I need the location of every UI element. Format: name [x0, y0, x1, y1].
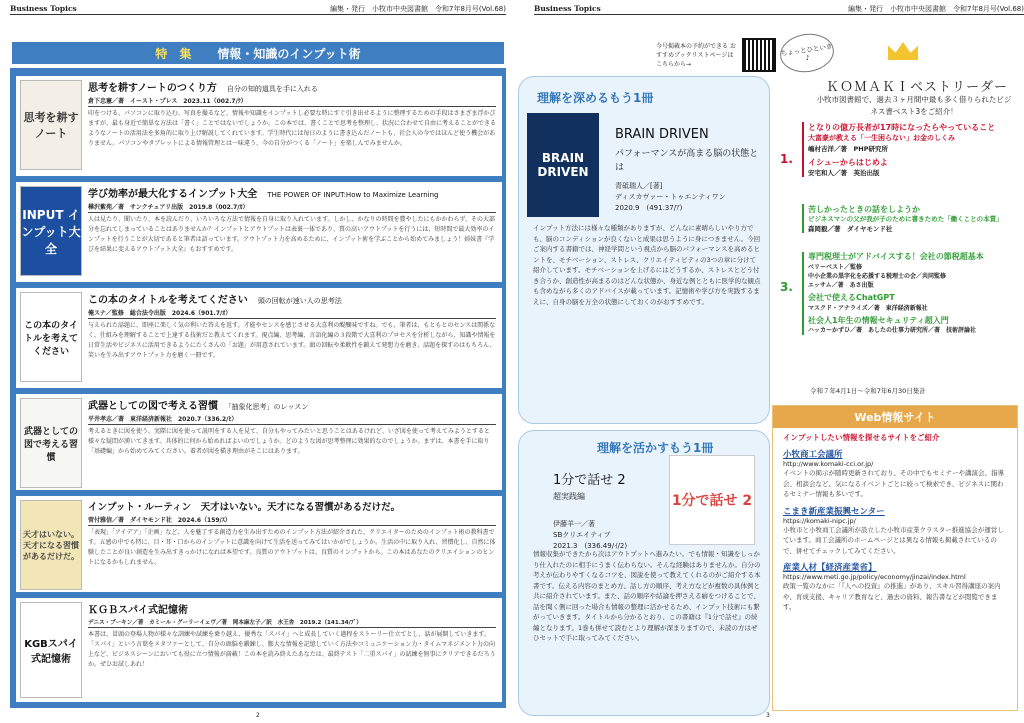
site-name-link[interactable]: 産業人材【経済産業省】: [783, 563, 877, 573]
web-intro: インプットしたい情報を探せるサイトをご紹介: [783, 433, 940, 442]
book-title: 学び効率が最大化するインプット大全: [88, 189, 258, 200]
header-meta: 編集・発行 小牧市中央図書館 令和7年8月号(Vol.68): [848, 4, 1024, 13]
book-author: 樺沢紫苑／著 サンクチュアリ出版 2019.8（002.7/ｶ）: [88, 202, 496, 213]
book-subtitle: 「抽象化思考」のレッスン: [228, 403, 309, 411]
page-number: 2: [256, 712, 260, 719]
site-url-link[interactable]: https://komaki-nipc.jp/: [783, 516, 856, 525]
use-book-title: 1分で話せ 2: [553, 473, 626, 488]
site-url-link[interactable]: http://www.komaki-cci.or.jp/: [783, 460, 874, 468]
site-description: 小牧市と小牧商工会議所が設立した小牧市産業クラスター推進協会が運営しています。商工会議所のホームページとは異なる情報も掲載されているので、併せてチェックしてみてください。: [783, 525, 1004, 555]
crown-icon: [888, 42, 918, 60]
rank-1b-title: イシューからはじめよ: [808, 158, 888, 167]
use-author: 伊藤羊一／著: [553, 520, 595, 528]
book-subtitle: 頭の回転が速い人の思考法: [257, 297, 342, 305]
bestreader-title: ＫＯＭＡＫＩベストリーダー: [826, 80, 1009, 95]
page-header: [534, 3, 1024, 15]
book-title: ＫＧＢスパイ式記憶術: [88, 605, 188, 616]
header-title: Business Topics: [534, 4, 601, 13]
book-description: 与えられた話題に、即座に楽しく気の利いた答えを返す。才能やセンスを感じさせる大喜利の醍醐味ですね。でも、筆者は、もともとのセンスは関係なく、仕組みを理解することで上達する技術だと教えてくれます。視点編、思考編、言語化編の３段階で大喜利のプロセスを分析しながら、知識や情報を日常生活やビジネスに活用できるようにたくさんの「お題」が用意されています。頭の回転や柔軟性を鍛えて発想力を磨き、話題を探すのはもちろん、笑いを生み出すアウトプット力を磨く一冊です。: [88, 322, 496, 359]
feature-banner: [12, 42, 504, 64]
rank-3a-title: 専門税理士がアドバイスする！会社の節税超基本: [808, 252, 984, 261]
deep-book-title: BRAIN DRIVEN: [615, 127, 709, 142]
rank-1a-author: 嶋村吉洋／著 PHP研究所: [808, 145, 888, 153]
book-description: 印をつける、パソコンに取り込む、写真を撮るなど、情報や知識をインプットし必要な時にすぐ引き出せるように整理するための手段はさまざま浮かびますが、最も身近で簡単な方法は「書く」ことではないでしょうか。この本では、書くことで思考を整理し、状況に合わせて自由に考えることができるようなノートの活用法を多角的に取り上げ解説してくれています。学生時代には毎日のように書き込んだノートも、社会人の今ではほんど使う機会がありません。パソコンやタブレットによる情報管理とは一味違う、今の自分がつくる「ノート」を楽しんでみませんか。: [88, 110, 497, 147]
deep-publisher: ディスカヴァー・トゥエンティワン: [615, 193, 726, 201]
qr-code-icon[interactable]: [742, 38, 776, 72]
book-card: [16, 288, 502, 388]
bestreader-period: 令和７年4月1日～令和7年6月30日集計: [810, 387, 926, 395]
rank-3b-author: マスクド・アナライズ／著 東洋経済新報社: [808, 305, 928, 312]
rank-1b-author: 安宅和人／著 英治出版: [808, 169, 880, 177]
rank-3a-sub: 中小企業の黒字化を応援する税理士の会／共同監修: [808, 273, 947, 280]
book-card: [16, 182, 502, 282]
rank-1-group: [802, 122, 1016, 177]
web-heading: Web情報サイト: [773, 406, 1017, 428]
deep-heading: 理解を深めるもう1冊: [537, 91, 654, 105]
deep-description: インプット方法には様々な種類がありますが、どんなに素晴らしいやり方でも、脳のコンディションが良くないと成果は思うように身につきません。今回ご案内する書籍では、神経学問という視点から脳のパフォーマンスを高めるヒントを、モチベーション、ストレス、クリエイティビティの3つの章に分けて紹介しています。モチベーションを上げるにはどうするか、ストレスとどう付き合うか、創造性が高まるのはどんな状態か、身近な例とともに医学的な観点も含めながら多くのアドバイスが載っています。記憶術や学び方を実践するまえに、自身の脳を万全の状態にしておくのがおすすめです。: [533, 224, 761, 306]
book-card: [16, 394, 502, 490]
book-author: 倉下忠憲／著 イースト・プレス 2023.11（002.7/ｸ）: [88, 96, 496, 107]
bestreader: [776, 34, 1020, 402]
book-title: インプット・ルーティン 天才はいない。天才になる習慣があるだけだ。: [88, 502, 401, 513]
page-number: 3: [766, 712, 770, 719]
book-author: 平井孝志／著 東洋経済新報社 2020.7（336.2/ﾋ）: [88, 414, 496, 425]
book-cover: BRAIN DRIVEN: [527, 113, 599, 217]
use-year: 2021.3 (336.49/ｲ/2): [553, 542, 628, 550]
rank-2-group: [802, 204, 1016, 233]
left-page: [10, 0, 506, 723]
deep-year: 2020.9 (491.37/ｱ): [615, 204, 683, 212]
right-page: [514, 0, 1024, 723]
rank-2-sub: ビジネスマンの父が我が子のために書きためた「働くことの本質」: [808, 215, 1003, 223]
book-card: [16, 496, 502, 592]
book-subtitle: 自分の知的道具を手に入れる: [226, 85, 318, 93]
book-card: [16, 598, 502, 702]
book-author: 菅付雅信／著 ダイヤモンド社 2024.6（159/ｽ）: [88, 515, 496, 526]
rank-3b-title: 会社で使えるChatGPT: [808, 293, 895, 302]
feature-title: 情報・知識のインプット術: [217, 46, 361, 61]
rank-2-author: 森岡毅／著 ダイヤモンド社: [808, 225, 893, 233]
book-description: 「表現」「アイデア」「企画」など、人を魅了する創造力を生み出すためのインプット方法が紹介された、クリエイターのためのインプット術の教科書です。五感の中でも特に、目・耳・口からのインプットに意識を向けて生活を送ってみてはいかがでしょうか。生活の中に取り入れ、習慣化し、自然に体験したことが良い創造を生み出すきっかけになれば本望です。良質のアウトプットは、良質のインプットから。この本はあなたのクリエイションのヒントになるかもしれません。: [88, 529, 496, 566]
book-card: [16, 76, 502, 176]
book-title: この本のタイトルを考えてください: [88, 295, 248, 306]
feature-label: 特 集: [155, 46, 192, 61]
rank-1a-title: となりの億万長者が17時になったらやっていること: [808, 123, 996, 132]
use-publisher: SBクリエイティブ: [553, 531, 611, 539]
header-title: Business Topics: [10, 4, 77, 13]
site-name-link[interactable]: こまき新産業振興センター: [783, 506, 885, 517]
rank-1-number: 1.: [780, 152, 793, 166]
rank-3c-title: 社会人1年生の情報セキュリティ超入門: [808, 316, 949, 325]
site-description: 政策一覧のなかに「『人への投資』の推進」があり、スキル習得講座の案内や、育成支援、キャリア教育など、過去の資料、報告書などが閲覧できます。: [783, 582, 1001, 611]
book-cover: この本のタイトルを考えてください: [20, 292, 82, 382]
book-description: 本書は、冒頭の登場人物が様々な訓練や試練を乗り越え、優秀な「スパイ」へと成長していく過程をストーリー仕立てとし、話が展開していきます。「スパイ」という言葉をメタファーとして、自分の頭脳を鍛錬し、膨大な情報を記憶していく方法やコミュニケーション力・タイムマネジメント力の向上など、ビジネスシーンにおいても役に立つ情報が満載！この本を読み終えたあなたは、最終テスト「二重スパイ」の試練を無事にクリアできるだろうか。ぜひお試しあれ！: [88, 631, 496, 668]
book-list: [10, 68, 506, 708]
book-description: 考えるときに図を使う。実際に図を使って説明をする人を見て、自分もやってみたいと思うことはあるけれど、いざ図を使って考えてみようとすると様々な疑問が湧いてきます。具体的に何から始めればよいのでしょうか。どのような図が思考整理に効果的なのでしょうか。まずは、本書を手に取り「基礎編」から始めてみてください。着者が図を描き理由がそこにはあります。: [88, 428, 490, 455]
book-subtitle: THE POWER OF INPUT:How to Maximize Learning: [267, 191, 439, 199]
book-cover: 天才はいない。天才になる習慣があるだけだ。: [20, 500, 82, 590]
qr-note: 今号掲載本の予約ができる おすすめブックリストページはこちらから→: [656, 43, 736, 68]
site-description: イベントの掲示が随時更新されており、その中でもセミナーや講演会、指導会、相談会など、気になるイベントごとに絞って検索でき、ビジネスに関わるセミナー情報も多いです。: [783, 469, 1004, 498]
header-meta: 編集・発行 小牧市中央図書館 令和7年8月号(Vol.68): [330, 4, 506, 13]
use-book-info: [553, 519, 627, 552]
break-badge: ちょっとひといき♪: [778, 30, 837, 75]
book-author: 俺スナ／監修 総合法令出版 2024.6（901.7/ｵ）: [88, 308, 496, 319]
book-cover: 1分で話せ 2: [669, 455, 755, 545]
book-cover: 思考を耕すノート: [20, 80, 82, 170]
rank-3-number: 3.: [780, 280, 793, 294]
book-description: 人は見たり、聞いたり、本を読んだり、いろいろな方法で情報を自身に取り入れています。しかし、かなりの時間を費やしたにもかかわらず、その大部分を忘れてしまっていることはありませんか？インプットとアウトプットは表裏一体であり、質の高いアウトプットを行うには、短時間で最大効率のインプットを行うことが大切であると筆者は語っています。アウトプット力を高めるために、インプット術を学ぶことから始めてみましょう！姉妹書『学びを結果に変えるアウトプット大全』もおすすめです。: [88, 216, 496, 253]
deep-book-sub: パフォーマンスが高まる脳の状態とは: [615, 149, 759, 173]
bestreader-intro: 小牧市図書館で、過去３ヶ月間中最も多く借りられたビジネス書ベスト3をご紹介！: [816, 95, 1012, 116]
book-cover: KGBスパイ式記憶術: [20, 602, 82, 698]
use-heading: 理解を活かすもう1冊: [597, 441, 714, 455]
deep-author: 青砥瑞人／[著]: [615, 182, 663, 190]
page-header: [10, 3, 506, 15]
rank-3-group: [802, 252, 1016, 335]
web-info-box: [772, 405, 1018, 711]
site-url-link[interactable]: https://www.meti.go.jp/policy/economy/jinzai/index.html: [783, 573, 966, 581]
rank-3a-pub: エッサム／著 あさ出版: [808, 282, 874, 289]
site-name-link[interactable]: 小牧商工会議所: [783, 450, 843, 460]
use-book-sub: 超実践編: [553, 492, 585, 501]
rank-2-title: 苦しかったときの話をしようか: [808, 205, 920, 214]
rank-1a-sub: 大富豪が教える「一生困らない」お金のしくみ: [808, 134, 955, 142]
book-title: 武器としての図で考える習慣: [88, 401, 218, 412]
deep-book-info: [615, 181, 726, 214]
book-author: デニス・ブーキン／著 カミール・グーリーイェヴ／著 岡本麻左子／訳 水王舎 2019.2（141.34/ﾌﾞ）: [88, 618, 496, 628]
deep-card: [518, 76, 770, 424]
use-card: [518, 430, 770, 716]
rank-3c-author: ハッカーかずひ／著 あしたの仕事力研究所／著 技術評論社: [808, 327, 977, 334]
book-cover: 武器としての図で考える習慣: [20, 398, 82, 488]
rank-3a-author: ベリーベスト／監修: [808, 264, 863, 271]
book-cover: INPUT インプット大全: [20, 186, 82, 276]
book-title: 思考を耕すノートのつくり方: [88, 83, 217, 94]
use-description: 情報収集ができたから次はアウトプットへ進みたい。でも情報・知識をしっかり仕入れたのに相手にうまく伝わらない。そんな経験はありませんか。自分の考えが伝わりやすくなるコツを、図説を使って教えてくれるのがご紹介する本書です。伝える内容のまとめ方、話し方の順序、考え方などが複数の具体例と共に紹介されています。また、話の順序や結論を押さえる癖をつけることで、話を聞く側に回った場合も情報の整理に活かせるため、インプット技術にも繋がっていきます。タイトルから分かるとおり、この書籍は『1分で話せ』の続編となります。1巻も併せて読むとより理解が深まりますので、未読の方はぜひセットで手に取ってみてください。: [533, 550, 761, 642]
